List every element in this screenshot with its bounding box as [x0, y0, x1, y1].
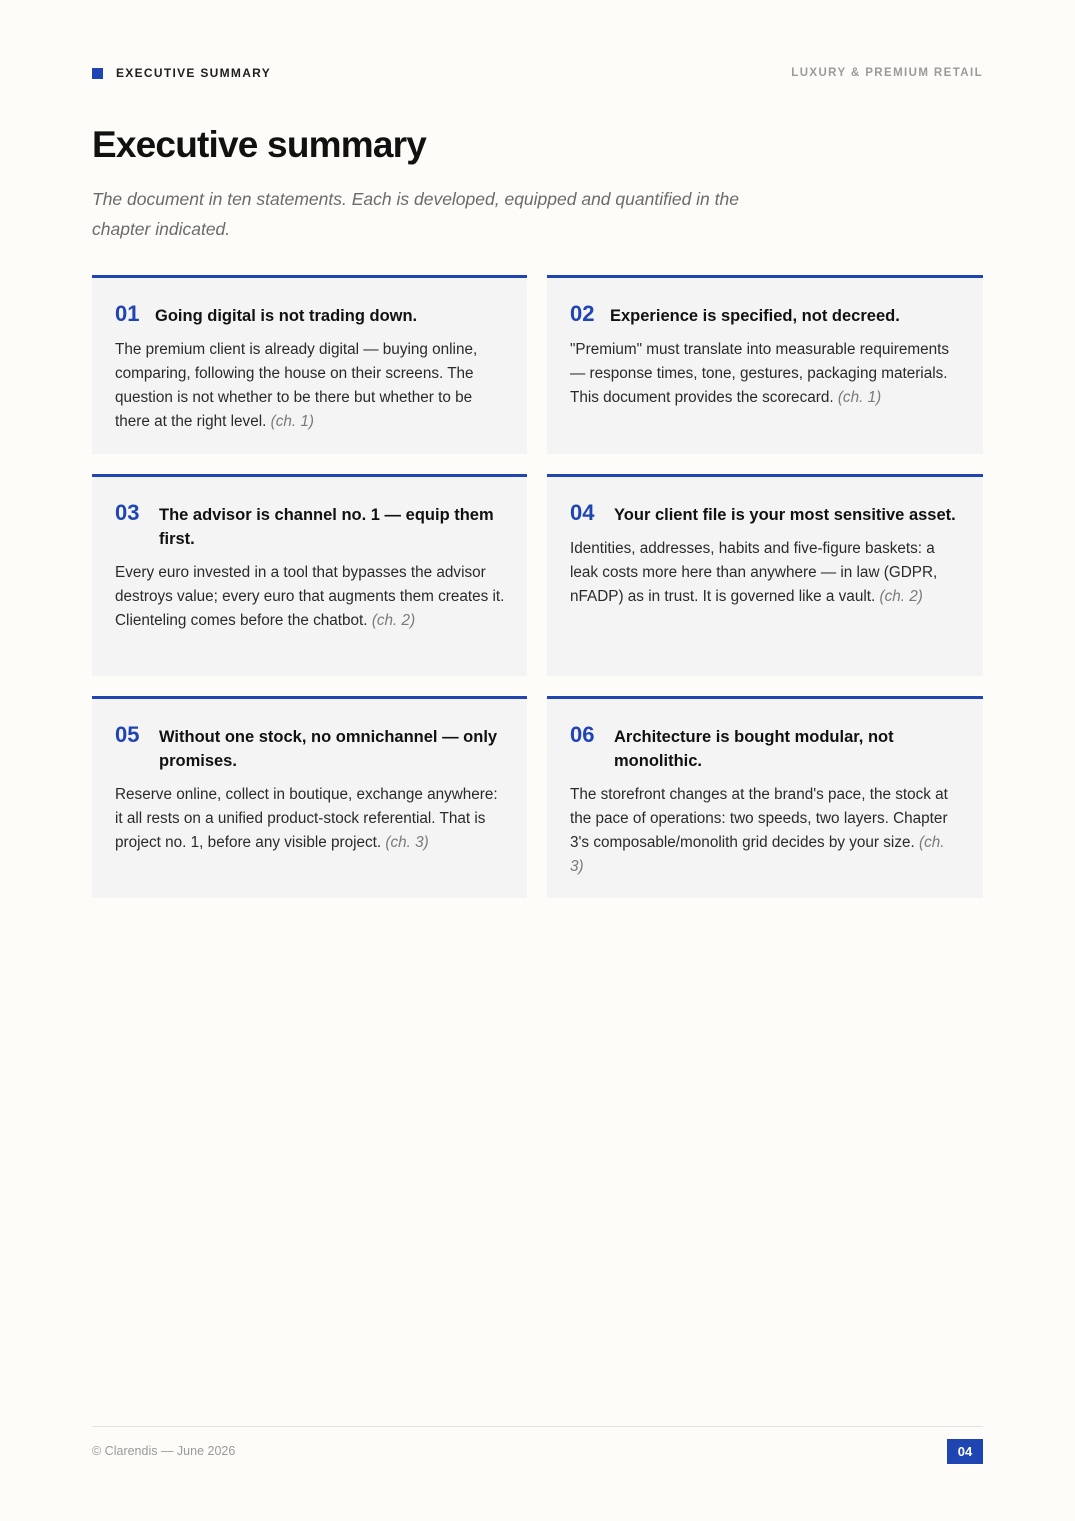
- square-marker-icon: [92, 68, 103, 79]
- statement-body: Reserve online, collect in boutique, exchange anywhere: it all rests on a unified product-stock referential. That is project no. 1, before any visible project. (ch. 3): [115, 786, 498, 851]
- statement-card-06: [547, 696, 983, 898]
- statement-number: 01: [115, 301, 140, 326]
- running-header: [92, 66, 983, 82]
- page-number-badge: 04: [947, 1439, 983, 1464]
- chapter-reference: (ch. 2): [371, 612, 416, 629]
- chapter-reference: (ch. 1): [270, 413, 314, 430]
- statement-number: 03: [115, 500, 140, 525]
- statement-body: Identities, addresses, habits and five-figure baskets: a leak costs more here than anywhere — in law (GDPR, nFADP) as in trust. It is governed like a vault. (ch. 2): [570, 540, 938, 605]
- copyright-text: © Clarendis — June 2026: [92, 1444, 236, 1458]
- statement-heading: Architecture is bought modular, not monolithic.: [614, 728, 894, 770]
- document-label: LUXURY & PREMIUM RETAIL: [791, 67, 983, 79]
- statement-number: 04: [570, 500, 595, 525]
- page-footer: [92, 1426, 983, 1459]
- statement-body: Every euro invested in a tool that bypasses the advisor destroys value; every euro that augments them creates it. Clienteling comes before the chatbot. (ch. 2): [115, 564, 505, 629]
- statement-card-02: [547, 275, 983, 454]
- statement-heading: Going digital is not trading down.: [155, 307, 418, 325]
- statement-heading: Experience is specified, not decreed.: [610, 307, 900, 325]
- statement-number: 06: [570, 722, 595, 747]
- statement-number: 05: [115, 722, 140, 747]
- statement-card-05: [92, 696, 527, 898]
- statement-body: The storefront changes at the brand's pace, the stock at the pace of operations: two speeds, two layers. Chapter 3's composable/monolith grid decides by your size. (ch. 3): [570, 786, 948, 875]
- statement-card-01: [92, 275, 527, 454]
- chapter-reference: (ch. 1): [837, 389, 882, 406]
- chapter-reference: (ch. 2): [879, 588, 923, 605]
- chapter-reference: (ch. 3): [385, 834, 429, 851]
- statement-heading: The advisor is channel no. 1 — equip them first.: [159, 506, 494, 548]
- statement-card-04: [547, 474, 983, 676]
- statement-body: "Premium" must translate into measurable requirements — response times, tone, gestures, packaging materials. This document provides the scorecard. (ch. 1): [570, 341, 949, 406]
- statement-card-03: [92, 474, 527, 676]
- page-subtitle: The document in ten statements. Each is developed, equipped and quantified in the chapter indicated.: [92, 189, 739, 239]
- statement-number: 02: [570, 301, 595, 326]
- statement-body: The premium client is already digital — buying online, comparing, following the house on their screens. The question is not whether to be there but whether to be there at the right level. (ch. 1): [115, 341, 478, 430]
- page: [92, 0, 983, 1521]
- chapter-reference: (ch. 3): [570, 834, 945, 875]
- section-label: EXECUTIVE SUMMARY: [116, 66, 272, 80]
- page-title: Executive summary: [92, 124, 426, 165]
- statement-heading: Without one stock, no omnichannel — only promises.: [159, 728, 498, 770]
- statement-heading: Your client file is your most sensitive asset.: [614, 506, 956, 524]
